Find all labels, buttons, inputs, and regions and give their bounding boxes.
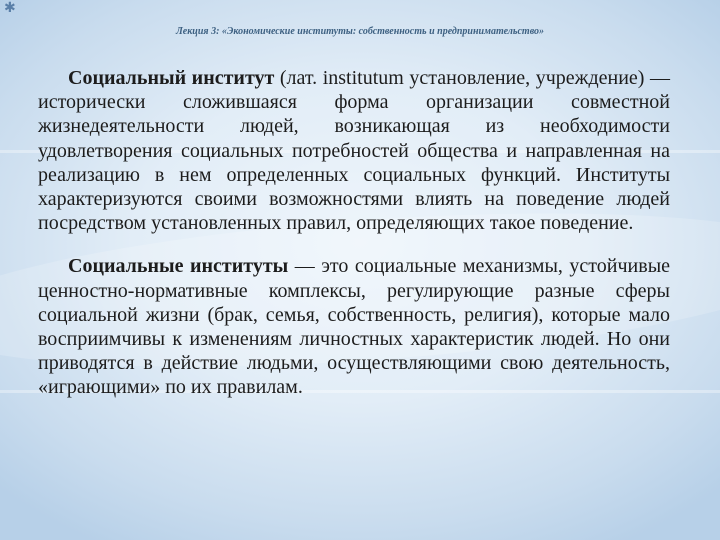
paragraph-text: (лат. institutum установление, учреждение) — исторически сложившаяся форма организации совместной жизнедеятельности людей, возникающая из необходимости удовлетворения социальных потребностей общества и направленная на реализацию в нем определенных социальных функций. Институты характеризуются своими возможностями влиять на поведение людей посредством установленных правил, определяющих такое поведение. [38,67,671,235]
paragraph-text: — это социальные механизмы, устойчивые ценностно-нормативные комплексы, регулирующие разные сферы социальной жизни (брак, семья, собственность, религия), которые мало восприимчивы к изменениям личностных характеристик людей. Но они приводятся в действие людьми, осуществляющими свою деятельность, «играющими» по их правилам. [38,255,671,399]
asterisk-icon: ✱ [4,0,16,16]
slide-header: Лекция 3: «Экономические институты: собственность и предпринимательство» [175,26,545,37]
paragraph-definition-2 [38,254,670,399]
term-social-institution: Социальный институт [68,67,275,89]
slide-body [38,66,670,400]
term-social-institutions: Социальные институты [68,255,289,278]
paragraph-definition-1 [38,66,670,235]
